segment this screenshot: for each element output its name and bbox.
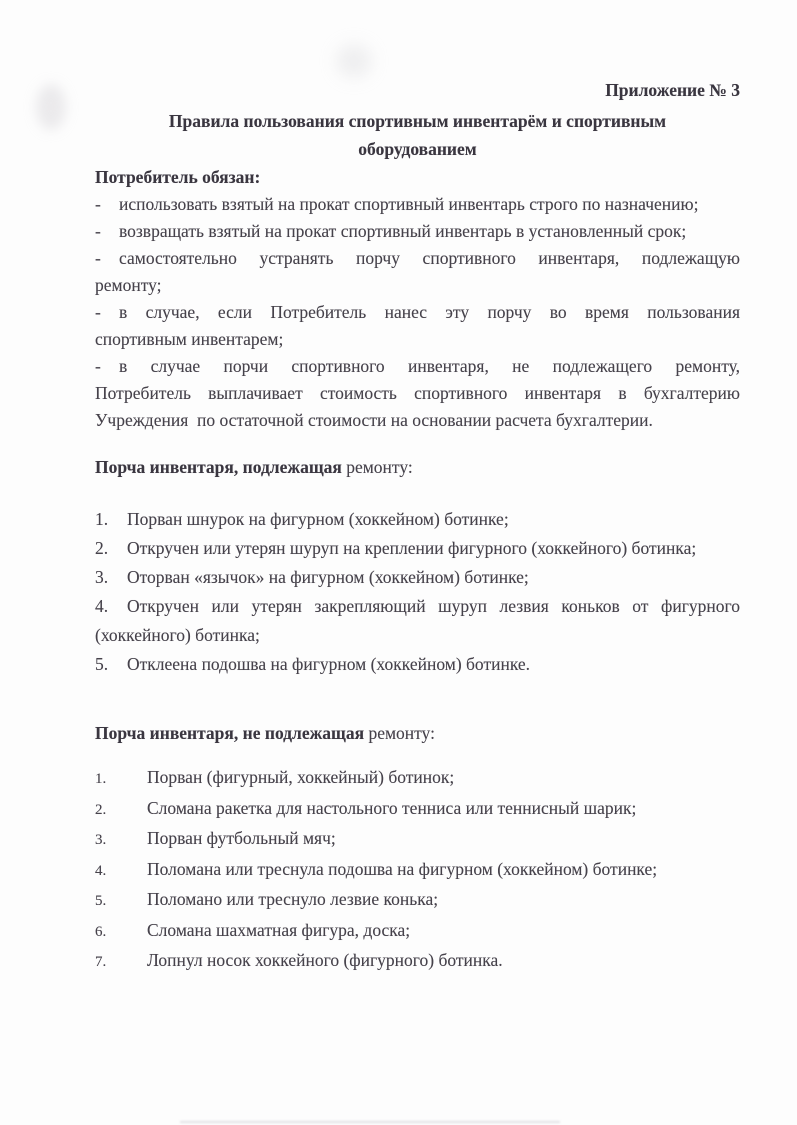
obligations-list bbox=[95, 191, 740, 434]
repairable-item-text: Откручен или утерян шуруп на креплении фигурного (хоккейного) ботинка; bbox=[127, 538, 697, 558]
dash-marker: - bbox=[95, 194, 101, 214]
document-title-line-1: Правила пользования спортивным инвентарём и спортивным bbox=[168, 111, 667, 131]
dash-marker: - bbox=[95, 248, 101, 268]
non-repairable-item-4 bbox=[95, 855, 740, 886]
scan-smudge-top bbox=[336, 44, 372, 78]
item-number: 1. bbox=[95, 509, 109, 529]
obligation-text: возвращать взятый на прокат спортивный инвентарь в установленный срок; bbox=[119, 221, 687, 241]
non-repairable-item-text: Сломана ракетка для настольного тенниса или теннисный шарик; bbox=[147, 797, 637, 818]
dash-marker: - bbox=[95, 302, 101, 322]
document-title-line-2: оборудованием bbox=[358, 139, 477, 159]
item-number: 5. bbox=[95, 654, 109, 674]
non-repairable-item-text: Порван (фигурный, хоккейный) ботинок; bbox=[147, 767, 455, 787]
obligation-text: самостоятельно устранять порчу спортивного инвентаря, подлежащую bbox=[119, 248, 740, 268]
repairable-item-4 bbox=[95, 592, 740, 650]
repairable-item-text: Оторван «язычок» на фигурном (хоккейном) ботинке; bbox=[127, 567, 529, 587]
item-number: 1. bbox=[95, 771, 107, 787]
obligation-item-1 bbox=[95, 191, 740, 218]
scan-smudge-left bbox=[36, 84, 66, 130]
item-number: 2. bbox=[95, 538, 109, 558]
repairable-heading bbox=[95, 453, 740, 481]
non-repairable-heading bbox=[95, 719, 740, 747]
obligation-text: Учреждения по остаточной стоимости на основании расчета бухгалтерии. bbox=[95, 410, 653, 430]
item-number: 6. bbox=[95, 923, 107, 940]
item-number: 3. bbox=[95, 832, 107, 848]
obligation-text: в случае порчи спортивного инвентаря, не подлежащего ремонту, bbox=[119, 356, 740, 376]
obligation-item-5 bbox=[95, 353, 740, 434]
non-repairable-heading-rest: ремонту: bbox=[364, 723, 435, 743]
non-repairable-item-text: Порван футбольный мяч; bbox=[147, 828, 336, 848]
non-repairable-item-2 bbox=[95, 794, 740, 825]
repairable-item-5 bbox=[95, 650, 740, 679]
non-repairable-item-3 bbox=[95, 824, 740, 855]
repairable-list bbox=[95, 505, 740, 679]
scan-bottom-edge-shadow bbox=[180, 1121, 560, 1123]
non-repairable-heading-bold: Порча инвентаря, не подлежащая bbox=[95, 723, 365, 743]
non-repairable-item-5 bbox=[95, 885, 740, 916]
repairable-item-text: (хоккейного) ботинка; bbox=[95, 625, 260, 645]
obligations-heading: Потребитель обязан: bbox=[95, 167, 261, 187]
item-number: 4. bbox=[95, 596, 109, 616]
obligation-text: спортивным инвентарем; bbox=[95, 329, 284, 349]
repairable-item-text: Откручен или утерян закрепляющий шуруп лезвия коньков от фигурного bbox=[127, 596, 740, 616]
non-repairable-item-6 bbox=[95, 916, 740, 947]
obligation-item-2 bbox=[95, 218, 740, 245]
non-repairable-item-1 bbox=[95, 763, 740, 794]
repairable-item-3 bbox=[95, 563, 740, 592]
dash-marker: - bbox=[95, 221, 101, 241]
non-repairable-item-text: Поломано или треснуло лезвие конька; bbox=[147, 889, 439, 909]
non-repairable-item-text: Поломана или треснула подошва на фигурном (хоккейном) ботинке; bbox=[147, 858, 658, 879]
item-number: 4. bbox=[95, 862, 107, 879]
obligation-text: ремонту; bbox=[95, 275, 162, 295]
obligation-text: использовать взятый на прокат спортивный инвентарь строго по назначению; bbox=[119, 194, 699, 214]
repairable-heading-rest: ремонту: bbox=[341, 457, 413, 477]
repairable-item-2 bbox=[95, 534, 740, 563]
appendix-label: Приложение № 3 bbox=[605, 80, 740, 100]
repairable-item-text: Отклеена подошва на фигурном (хоккейном) ботинке. bbox=[127, 654, 531, 674]
repairable-item-text: Порван шнурок на фигурном (хоккейном) ботинке; bbox=[127, 509, 509, 529]
obligation-text: Потребитель выплачивает стоимость спортивного инвентаря в бухгалтерию bbox=[95, 383, 740, 403]
item-number: 3. bbox=[95, 567, 109, 587]
non-repairable-item-text: Лопнул носок хоккейного (фигурного) ботинка. bbox=[147, 950, 503, 970]
obligation-item-3 bbox=[95, 245, 740, 299]
non-repairable-item-7 bbox=[95, 946, 740, 977]
obligation-text: в случае, если Потребитель нанес эту порчу во время пользования bbox=[119, 302, 740, 322]
item-number: 2. bbox=[95, 801, 107, 818]
repairable-heading-bold: Порча инвентаря, подлежащая bbox=[95, 457, 342, 477]
dash-marker: - bbox=[95, 356, 101, 376]
obligation-item-4 bbox=[95, 299, 740, 353]
document-title bbox=[95, 107, 740, 163]
non-repairable-item-text: Сломана шахматная фигура, доска; bbox=[147, 919, 411, 940]
non-repairable-list bbox=[95, 763, 740, 977]
repairable-item-1 bbox=[95, 505, 740, 534]
item-number: 7. bbox=[95, 954, 107, 970]
item-number: 5. bbox=[95, 893, 107, 909]
